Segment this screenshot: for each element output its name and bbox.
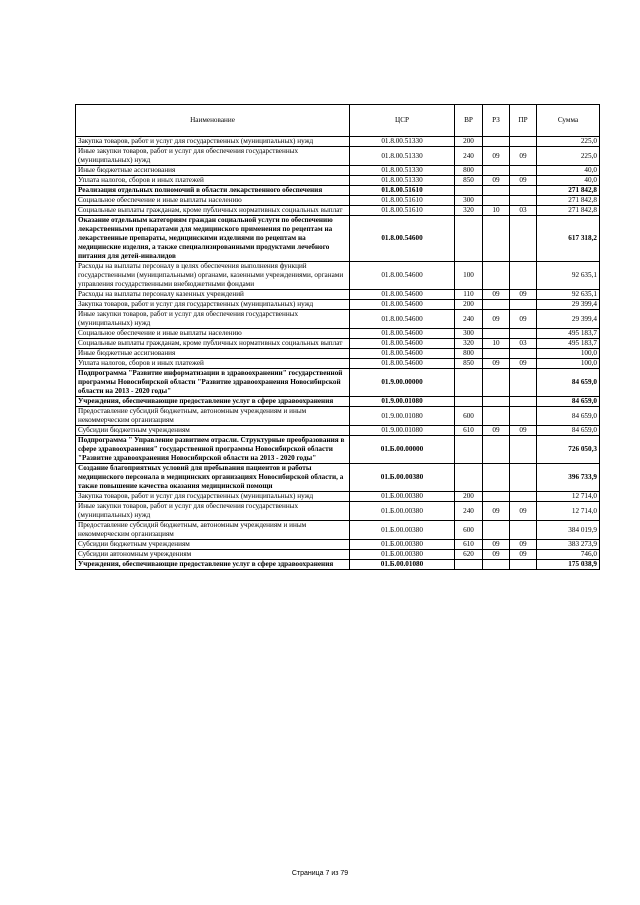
cell-name: Подпрограмма " Управление развитием отрасли. Структурные преобразования в сфере здравоохранения" государственной программы Новосибирской области "Развитие здравоохранения Новосибирской области на 2013 - 2020 годы"	[76, 436, 350, 464]
cell-name: Закупка товаров, работ и услуг для государственных (муниципальных) нужд	[76, 492, 350, 502]
header-rz: РЗ	[483, 105, 510, 137]
cell-pr	[510, 186, 537, 196]
cell-csr: 01.8.00.54600	[350, 329, 455, 339]
cell-sum: 617 318,2	[537, 216, 600, 262]
cell-name: Иные бюджетные ассигнования	[76, 349, 350, 359]
cell-sum: 84 659,0	[537, 369, 600, 397]
cell-pr: 09	[510, 550, 537, 560]
table-row	[76, 359, 600, 369]
cell-sum: 100,0	[537, 359, 600, 369]
cell-rz: 09	[483, 540, 510, 550]
cell-pr: 03	[510, 206, 537, 216]
cell-rz	[483, 196, 510, 206]
cell-pr	[510, 436, 537, 464]
cell-csr: 01.8.00.51330	[350, 176, 455, 186]
cell-name: Социальные выплаты гражданам, кроме публичных нормативных социальных выплат	[76, 339, 350, 349]
cell-name: Социальные выплаты гражданам, кроме публичных нормативных социальных выплат	[76, 206, 350, 216]
cell-sum: 12 714,0	[537, 502, 600, 521]
cell-csr: 01.8.00.54600	[350, 339, 455, 349]
table-row	[76, 339, 600, 349]
cell-vr	[455, 186, 483, 196]
cell-sum: 40,0	[537, 176, 600, 186]
cell-pr	[510, 407, 537, 426]
cell-name: Расходы на выплаты персоналу в целях обеспечения выполнения функций государственными (муниципальными) органами, казенными учреждениями, органами управления государственными внебюджетными фондами	[76, 262, 350, 290]
cell-pr	[510, 166, 537, 176]
cell-vr: 100	[455, 262, 483, 290]
cell-pr	[510, 521, 537, 540]
cell-pr	[510, 216, 537, 262]
cell-vr: 320	[455, 339, 483, 349]
cell-vr	[455, 397, 483, 407]
cell-pr	[510, 492, 537, 502]
cell-pr: 09	[510, 359, 537, 369]
cell-rz: 10	[483, 339, 510, 349]
header-csr: ЦСР	[350, 105, 455, 137]
table-row	[76, 560, 600, 570]
cell-rz	[483, 329, 510, 339]
cell-pr: 03	[510, 339, 537, 349]
cell-sum: 271 842,8	[537, 186, 600, 196]
cell-rz	[483, 397, 510, 407]
table-row	[76, 186, 600, 196]
cell-name: Учреждения, обеспечивающие предоставление услуг в сфере здравоохранения	[76, 397, 350, 407]
cell-vr: 240	[455, 502, 483, 521]
cell-sum: 40,0	[537, 166, 600, 176]
table-row	[76, 426, 600, 436]
cell-pr: 09	[510, 426, 537, 436]
cell-name: Создание благоприятных условий для пребывания пациентов и работы медицинского персонала в медицинских организациях Новосибирской области, а также повышение качества оказания медицинской помощи	[76, 464, 350, 492]
cell-name: Закупка товаров, работ и услуг для государственных (муниципальных) нужд	[76, 137, 350, 147]
table-row	[76, 262, 600, 290]
cell-rz	[483, 216, 510, 262]
cell-name: Предоставление субсидий бюджетным, автономным учреждениям и иным некоммерческим организациям	[76, 407, 350, 426]
cell-sum: 495 183,7	[537, 329, 600, 339]
cell-name: Закупка товаров, работ и услуг для государственных (муниципальных) нужд	[76, 300, 350, 310]
cell-rz: 09	[483, 176, 510, 186]
cell-pr	[510, 196, 537, 206]
budget-table	[75, 104, 600, 570]
cell-vr: 850	[455, 176, 483, 186]
cell-csr: 01.Б.00.00380	[350, 521, 455, 540]
cell-sum: 396 733,9	[537, 464, 600, 492]
cell-pr	[510, 300, 537, 310]
header-pr: ПР	[510, 105, 537, 137]
cell-rz: 09	[483, 426, 510, 436]
cell-name: Оказание отдельным категориям граждан социальной услуги по обеспечению лекарственными препаратами для медицинского применения по рецептам на лекарственные препараты, медицинскими изделиями по рецептам на медицинские изделия, а также специализированными продуктами лечебного питания для детей-инвалидов	[76, 216, 350, 262]
cell-name: Иные закупки товаров, работ и услуг для обеспечения государственных (муниципальных) нужд	[76, 147, 350, 166]
cell-vr: 300	[455, 329, 483, 339]
cell-vr: 610	[455, 426, 483, 436]
table-row	[76, 137, 600, 147]
cell-rz: 09	[483, 502, 510, 521]
table-row	[76, 492, 600, 502]
cell-rz	[483, 521, 510, 540]
cell-vr: 800	[455, 166, 483, 176]
cell-vr: 200	[455, 137, 483, 147]
cell-name: Учреждения, обеспечивающие предоставление услуг в сфере здравоохранения	[76, 560, 350, 570]
cell-sum: 29 399,4	[537, 300, 600, 310]
table-row	[76, 407, 600, 426]
cell-csr: 01.9.00.01080	[350, 397, 455, 407]
cell-name: Социальное обеспечение и иные выплаты населению	[76, 329, 350, 339]
cell-rz: 09	[483, 359, 510, 369]
cell-rz	[483, 369, 510, 397]
cell-name: Уплата налогов, сборов и иных платежей	[76, 359, 350, 369]
table-row	[76, 176, 600, 186]
cell-name: Иные закупки товаров, работ и услуг для обеспечения государственных (муниципальных) нужд	[76, 502, 350, 521]
cell-csr: 01.9.00.00000	[350, 369, 455, 397]
cell-vr: 200	[455, 492, 483, 502]
table-row	[76, 147, 600, 166]
cell-name: Социальное обеспечение и иные выплаты населению	[76, 196, 350, 206]
cell-rz	[483, 436, 510, 464]
cell-sum: 384 019,9	[537, 521, 600, 540]
cell-name: Предоставление субсидий бюджетным, автономным учреждениям и иным некоммерческим организациям	[76, 521, 350, 540]
cell-name: Уплата налогов, сборов и иных платежей	[76, 176, 350, 186]
cell-csr: 01.Б.00.00380	[350, 492, 455, 502]
cell-pr	[510, 137, 537, 147]
cell-csr: 01.8.00.51610	[350, 196, 455, 206]
cell-rz	[483, 492, 510, 502]
cell-vr: 320	[455, 206, 483, 216]
cell-vr: 240	[455, 147, 483, 166]
table-row	[76, 310, 600, 329]
table-row	[76, 300, 600, 310]
cell-name: Иные закупки товаров, работ и услуг для обеспечения государственных (муниципальных) нужд	[76, 310, 350, 329]
cell-sum: 12 714,0	[537, 492, 600, 502]
cell-name: Субсидии бюджетным учреждениям	[76, 426, 350, 436]
cell-rz	[483, 349, 510, 359]
cell-pr: 09	[510, 147, 537, 166]
cell-csr: 01.Б.00.00380	[350, 540, 455, 550]
cell-sum: 495 183,7	[537, 339, 600, 349]
header-name: Наименование	[76, 105, 350, 137]
cell-csr: 01.8.00.54600	[350, 262, 455, 290]
table-header-row	[76, 105, 600, 137]
cell-sum: 29 399,4	[537, 310, 600, 329]
cell-sum: 726 050,3	[537, 436, 600, 464]
cell-vr: 110	[455, 290, 483, 300]
cell-rz	[483, 407, 510, 426]
cell-rz	[483, 464, 510, 492]
table-row	[76, 349, 600, 359]
table-row	[76, 521, 600, 540]
cell-csr: 01.Б.00.00380	[350, 464, 455, 492]
table-row	[76, 540, 600, 550]
cell-csr: 01.Б.00.01080	[350, 560, 455, 570]
cell-name: Подпрограмма "Развитие информатизации в здравоохранении" государственной программы Новосибирской области "Развитие здравоохранения Новосибирской области на 2013 - 2020 годы"	[76, 369, 350, 397]
cell-pr	[510, 329, 537, 339]
cell-vr	[455, 436, 483, 464]
cell-pr: 09	[510, 290, 537, 300]
table-row	[76, 290, 600, 300]
cell-pr: 09	[510, 502, 537, 521]
table-row	[76, 502, 600, 521]
cell-rz	[483, 186, 510, 196]
table-body	[76, 137, 600, 570]
table-row	[76, 464, 600, 492]
header-sum: Сумма	[537, 105, 600, 137]
table-row	[76, 216, 600, 262]
cell-csr: 01.8.00.54600	[350, 216, 455, 262]
cell-vr: 850	[455, 359, 483, 369]
table-row	[76, 166, 600, 176]
cell-csr: 01.8.00.54600	[350, 290, 455, 300]
cell-vr	[455, 369, 483, 397]
cell-vr: 620	[455, 550, 483, 560]
cell-csr: 01.8.00.54600	[350, 300, 455, 310]
cell-rz	[483, 166, 510, 176]
cell-vr	[455, 216, 483, 262]
cell-sum: 271 842,8	[537, 196, 600, 206]
cell-sum: 92 635,1	[537, 262, 600, 290]
cell-csr: 01.Б.00.00000	[350, 436, 455, 464]
cell-vr: 300	[455, 196, 483, 206]
cell-sum: 225,0	[537, 147, 600, 166]
cell-sum: 84 659,0	[537, 397, 600, 407]
table-row	[76, 369, 600, 397]
cell-rz: 10	[483, 206, 510, 216]
table-row	[76, 206, 600, 216]
cell-pr	[510, 560, 537, 570]
cell-sum: 746,0	[537, 550, 600, 560]
cell-csr: 01.8.00.51330	[350, 147, 455, 166]
cell-sum: 84 659,0	[537, 426, 600, 436]
cell-pr	[510, 464, 537, 492]
cell-sum: 225,0	[537, 137, 600, 147]
cell-rz	[483, 300, 510, 310]
cell-pr	[510, 369, 537, 397]
cell-rz: 09	[483, 147, 510, 166]
cell-name: Реализация отдельных полномочий в области лекарственного обеспечения	[76, 186, 350, 196]
table-row	[76, 397, 600, 407]
cell-csr: 01.Б.00.00380	[350, 550, 455, 560]
cell-rz: 09	[483, 550, 510, 560]
cell-csr: 01.8.00.54600	[350, 349, 455, 359]
cell-vr: 600	[455, 521, 483, 540]
cell-csr: 01.8.00.51330	[350, 137, 455, 147]
cell-pr: 09	[510, 540, 537, 550]
cell-sum: 100,0	[537, 349, 600, 359]
cell-pr	[510, 349, 537, 359]
cell-vr	[455, 560, 483, 570]
cell-vr: 610	[455, 540, 483, 550]
cell-name: Иные бюджетные ассигнования	[76, 166, 350, 176]
cell-csr: 01.9.00.01080	[350, 426, 455, 436]
cell-rz	[483, 560, 510, 570]
cell-csr: 01.8.00.51610	[350, 206, 455, 216]
cell-sum: 84 659,0	[537, 407, 600, 426]
cell-vr: 240	[455, 310, 483, 329]
cell-csr: 01.9.00.01080	[350, 407, 455, 426]
cell-name: Расходы на выплаты персоналу казенных учреждений	[76, 290, 350, 300]
page-number: Страница 7 из 79	[291, 870, 349, 877]
cell-pr: 09	[510, 310, 537, 329]
cell-rz: 09	[483, 290, 510, 300]
cell-rz: 09	[483, 310, 510, 329]
table-row	[76, 196, 600, 206]
cell-sum: 383 273,9	[537, 540, 600, 550]
cell-pr: 09	[510, 176, 537, 186]
header-vr: ВР	[455, 105, 483, 137]
cell-vr: 200	[455, 300, 483, 310]
cell-vr	[455, 464, 483, 492]
cell-rz	[483, 137, 510, 147]
cell-rz	[483, 262, 510, 290]
cell-name: Субсидии бюджетным учреждениям	[76, 540, 350, 550]
cell-pr	[510, 397, 537, 407]
cell-name: Субсидии автономным учреждениям	[76, 550, 350, 560]
cell-csr: 01.8.00.51330	[350, 166, 455, 176]
table-row	[76, 329, 600, 339]
cell-csr: 01.8.00.54600	[350, 359, 455, 369]
cell-sum: 92 635,1	[537, 290, 600, 300]
cell-vr: 600	[455, 407, 483, 426]
cell-csr: 01.8.00.54600	[350, 310, 455, 329]
table-row	[76, 436, 600, 464]
cell-pr	[510, 262, 537, 290]
cell-sum: 175 038,9	[537, 560, 600, 570]
cell-csr: 01.8.00.51610	[350, 186, 455, 196]
cell-csr: 01.Б.00.00380	[350, 502, 455, 521]
cell-sum: 271 842,8	[537, 206, 600, 216]
table-row	[76, 550, 600, 560]
cell-vr: 800	[455, 349, 483, 359]
